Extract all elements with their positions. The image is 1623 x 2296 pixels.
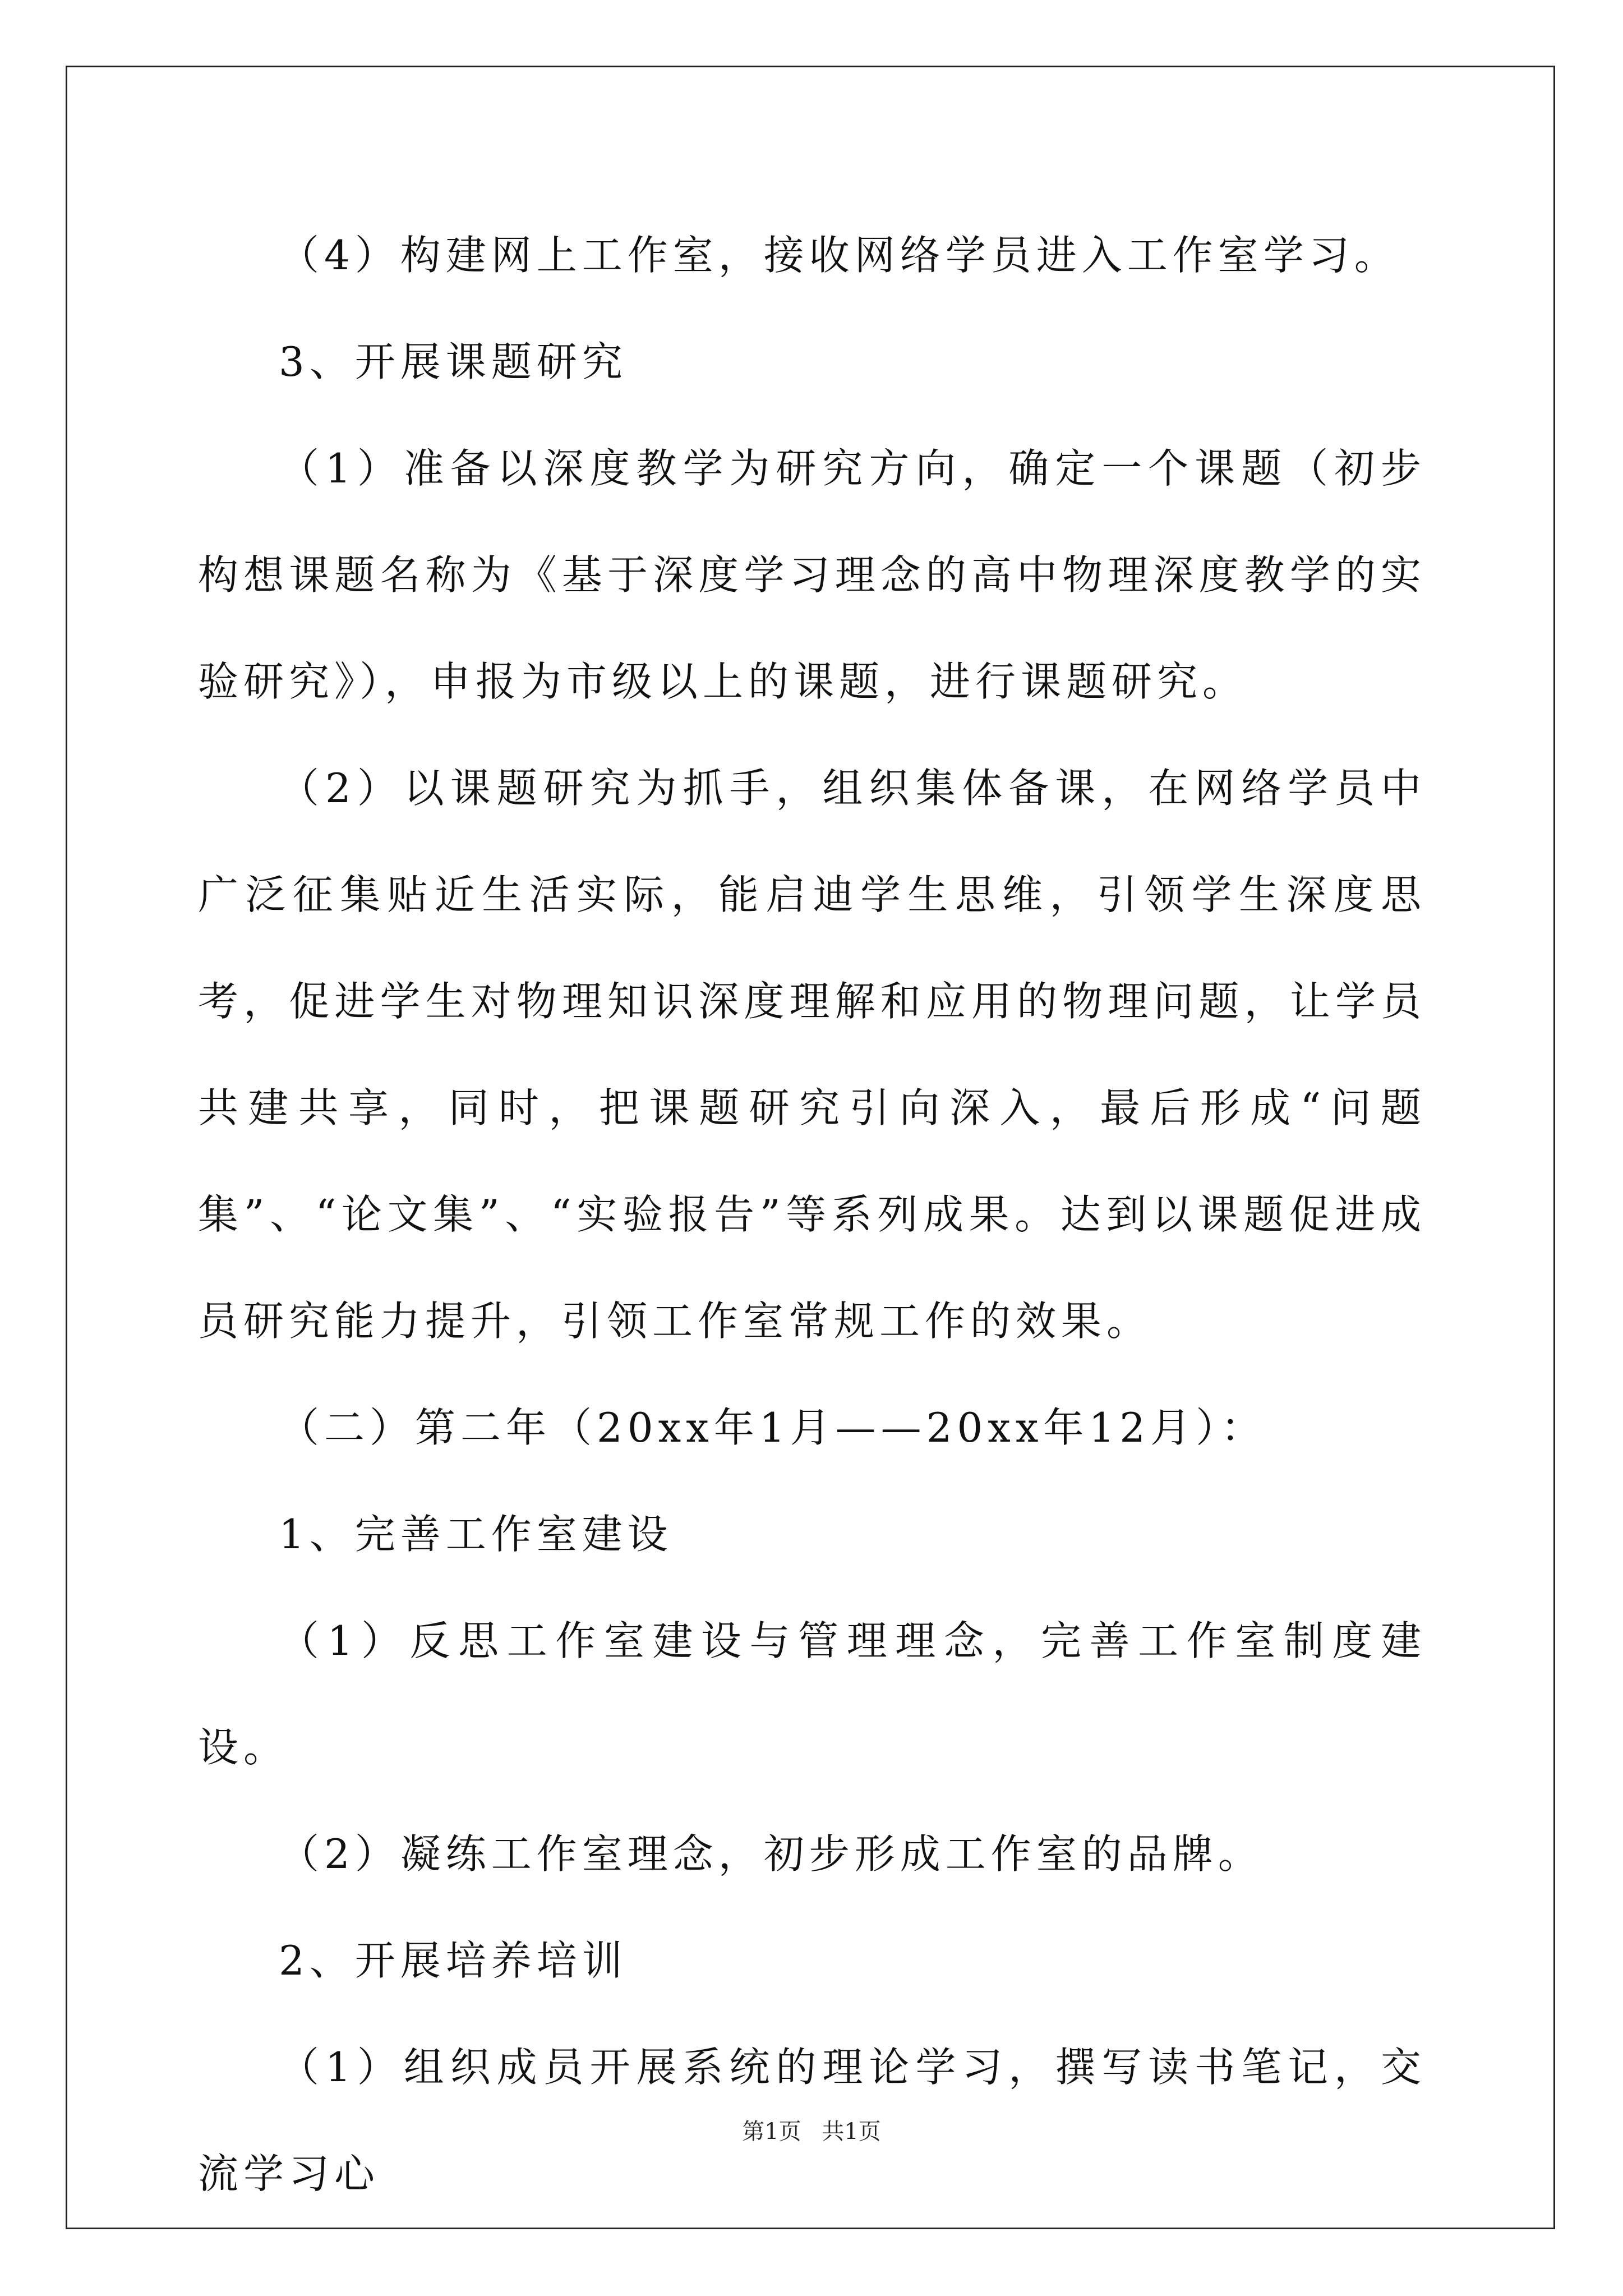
paragraph-4: （2）以课题研究为抓手，组织集体备课，在网络学员中广泛征集贴近生活实际，能启迪学生思维，引领学生深度思考，促进学生对物理知识深度理解和应用的物理问题，让学员共建共享，同时，把课题研究引向深入，最后形成“问题集”、“论文集”、“实验报告”等系列成果。达到以课题促进成员研究能力提升，引领工作室常规工作的效果。 [198,765,1426,1345]
heading-3-course-research: 3、开展课题研究 [279,338,628,385]
page-footer [0,2118,1623,2146]
paragraph-8: （2）凝练工作室理念，初步形成工作室的品牌。 [279,1830,1264,1878]
page-number-current: 第1页 [742,2119,801,2145]
paragraph-1: （4）构建网上工作室，接收网络学员进入工作室学习。 [279,232,1400,279]
document-body [198,202,1426,2227]
paragraph-10: （1）组织成员开展系统的理论学习，撰写读书笔记，交流学习心 [198,2044,1426,2197]
paragraph-7: （1）反思工作室建设与管理理念，完善工作室制度建设。 [198,1617,1426,1771]
page-number-total: 共1页 [822,2119,881,2145]
paragraph-3: （1）准备以深度教学为研究方向，确定一个课题（初步构想课题名称为《基于深度学习理念的高中物理深度教学的实验研究》），申报为市级以上的课题，进行课题研究。 [198,445,1426,705]
heading-1-improve-studio: 1、完善工作室建设 [279,1511,673,1558]
heading-second-year: （二）第二年（20xx年1月——20xx年12月）： [279,1404,1267,1451]
heading-2-training: 2、开展培养培训 [279,1937,628,1984]
